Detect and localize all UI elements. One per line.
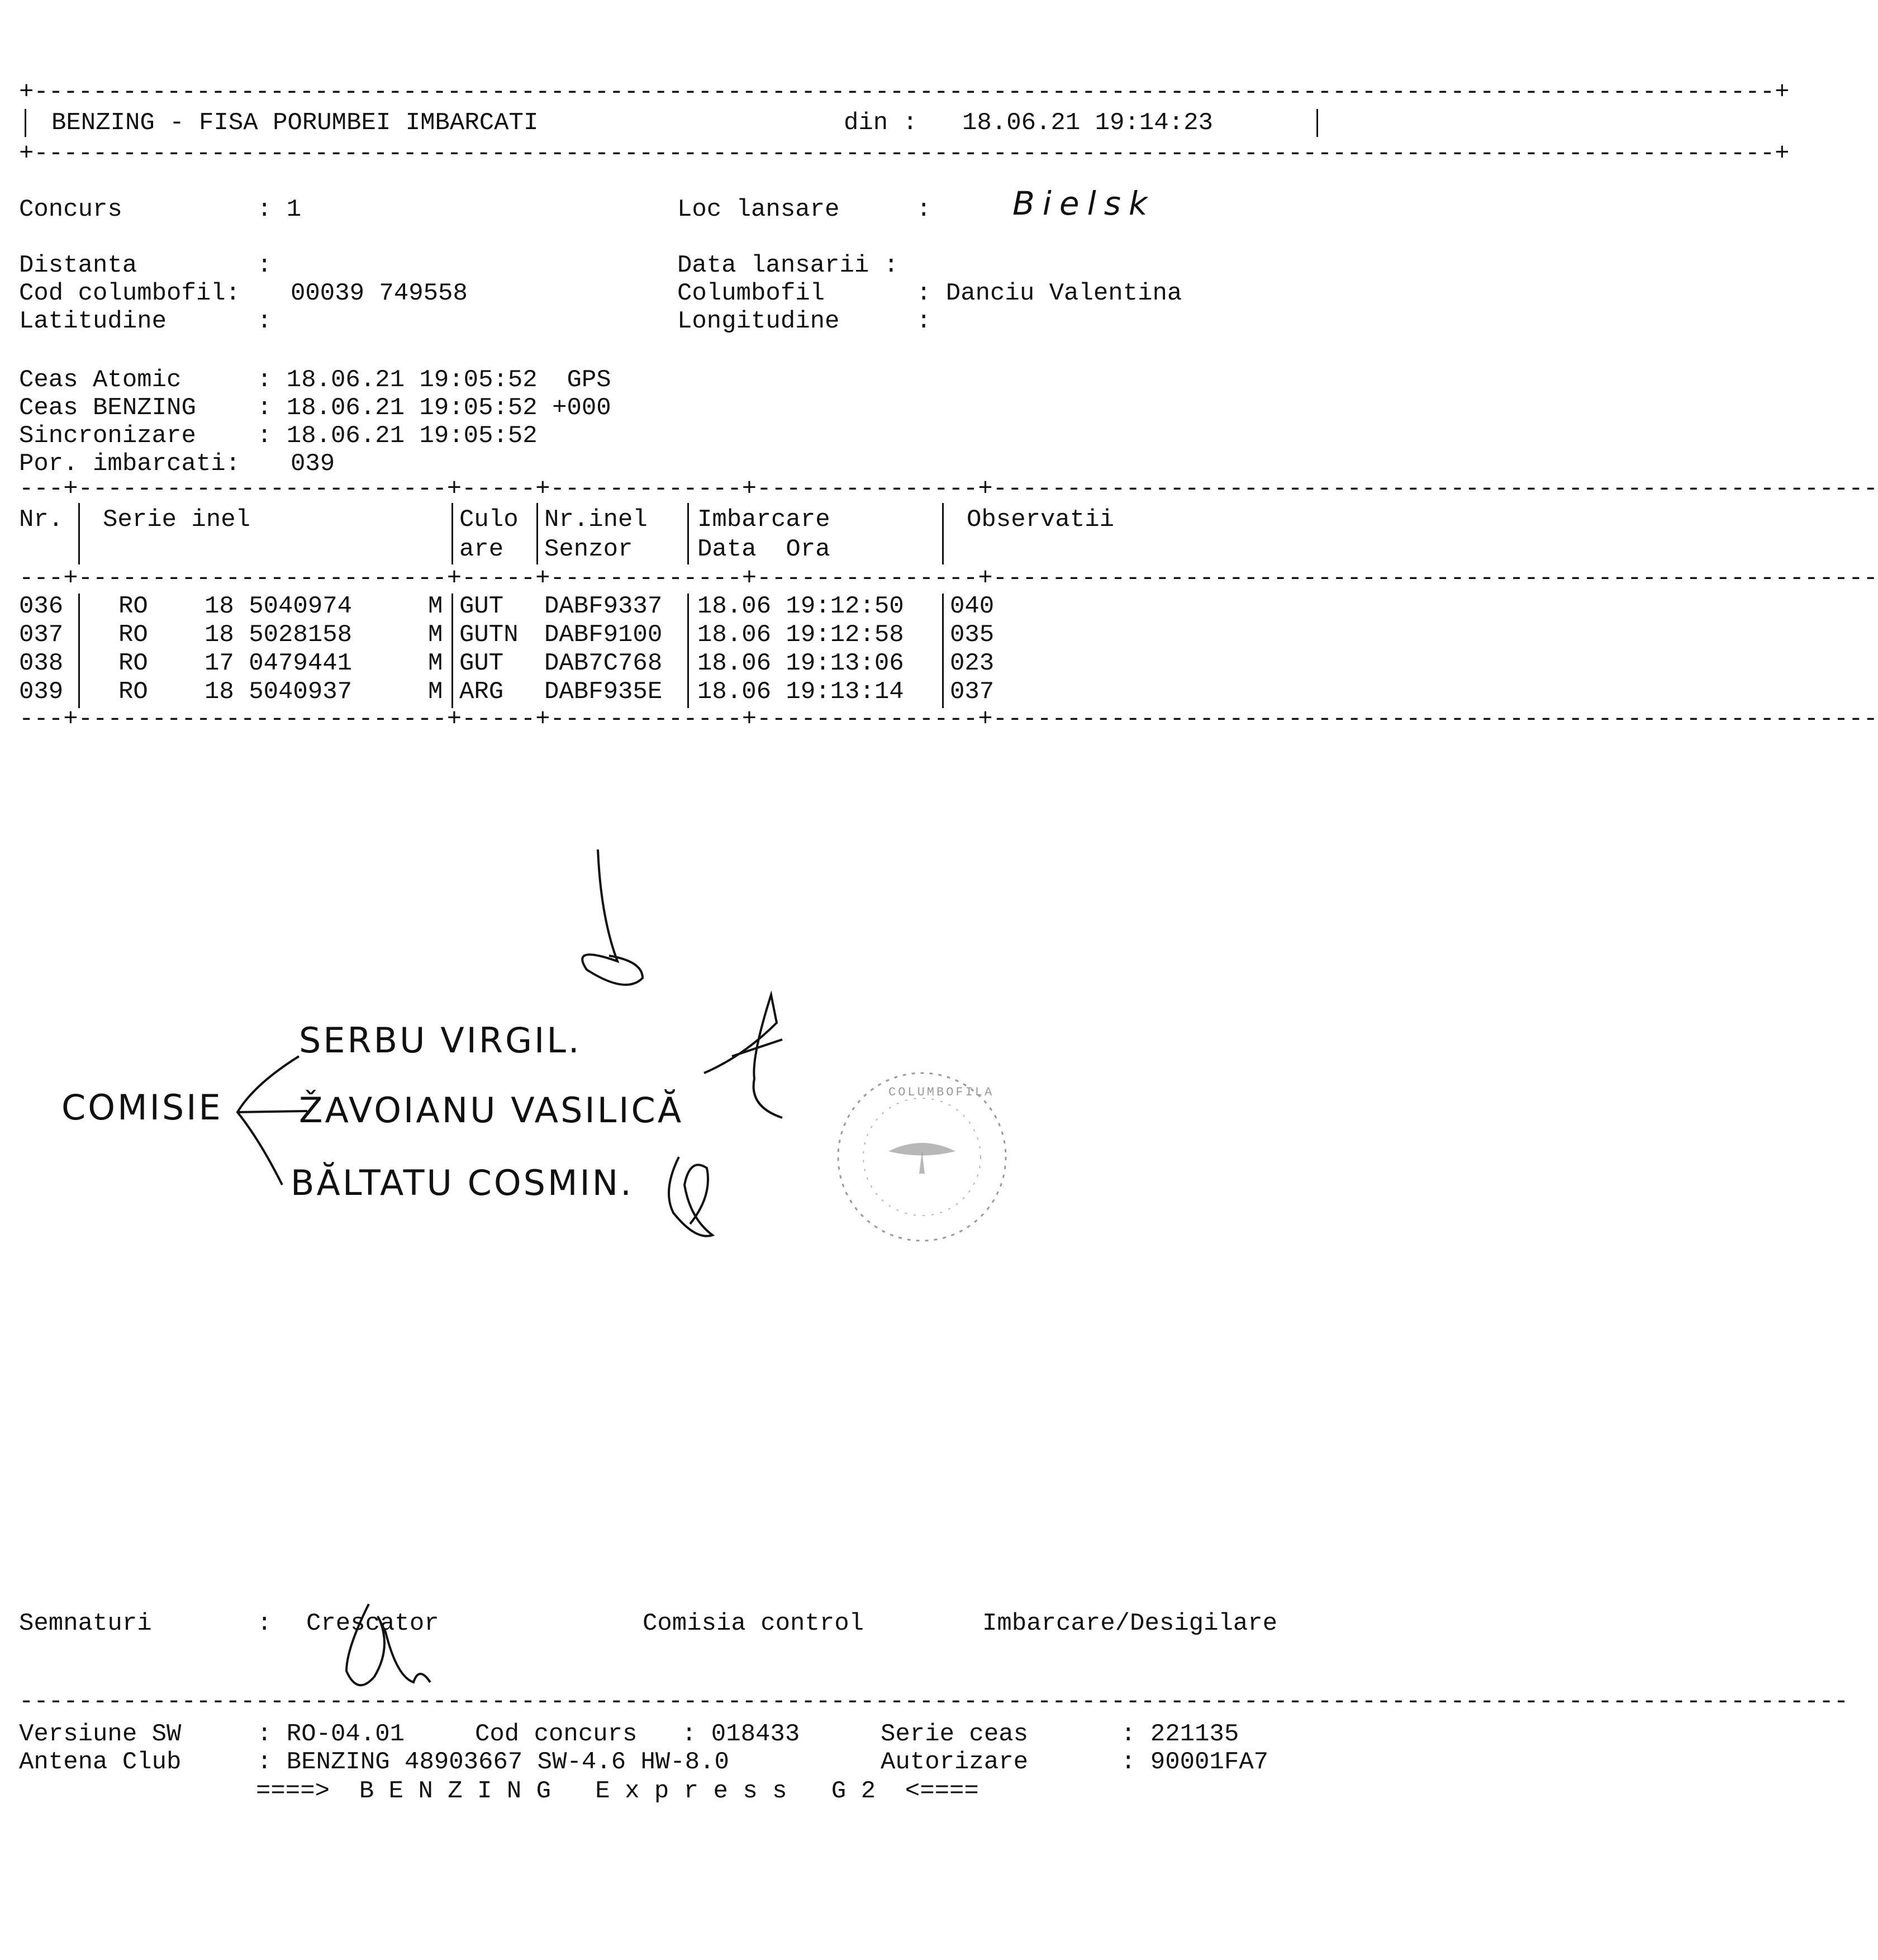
row-obs: 023 xyxy=(950,649,995,677)
data-lansarii-label: Data lansarii : xyxy=(677,251,899,279)
distanta-value: : xyxy=(257,251,272,279)
sincronizare-label: Sincronizare xyxy=(19,422,196,450)
ceas-benzing-value: : 18.06.21 19:05:52 +000 xyxy=(257,394,611,422)
row-data-ora: 18.06 19:13:06 xyxy=(697,649,904,677)
row-country: RO xyxy=(118,621,148,649)
row-nr: 037 xyxy=(19,621,64,649)
col-header-nr: Nr. xyxy=(19,506,64,534)
ceas-benzing-label: Ceas BENZING xyxy=(19,394,196,422)
row-senzor: DABF935E xyxy=(544,678,663,706)
table-col-divider-5 xyxy=(942,503,944,564)
columbofil-label: Columbofil xyxy=(677,279,825,307)
commission-bracket xyxy=(232,1051,310,1196)
loc-lansare-sep: : xyxy=(916,196,931,224)
row-nr: 039 xyxy=(19,678,64,706)
row-serie: 18 5040937 xyxy=(205,678,353,706)
semnaturi-label: Semnaturi xyxy=(19,1610,152,1638)
row-obs: 040 xyxy=(950,592,995,620)
semnaturi-sep: : xyxy=(257,1610,272,1638)
table-col-divider-4 xyxy=(687,503,689,564)
signature-baltatu xyxy=(657,1146,724,1246)
row-culoare: GUTN xyxy=(459,621,519,649)
sincronizare-value: : 18.06.21 19:05:52 xyxy=(257,422,538,450)
serie-ceas-label: Serie ceas xyxy=(881,1720,1029,1748)
commission-member-3: BĂLTATU COSMIN. xyxy=(291,1162,634,1203)
signature-zavoianu xyxy=(698,989,793,1123)
row-sex: M xyxy=(428,621,443,649)
autorizare-value: : 90001FA7 xyxy=(1121,1748,1269,1776)
autorizare-label: Autorizare xyxy=(881,1748,1029,1776)
row-sex: M xyxy=(428,592,443,620)
concurs-value: : 1 xyxy=(257,196,302,224)
versiune-value: : RO-04.01 xyxy=(257,1720,405,1748)
signature-serbu xyxy=(559,850,648,1017)
table-body-divider-2 xyxy=(451,594,453,708)
por-imbarcati-label: Por. imbarcati: xyxy=(19,450,241,478)
loc-lansare-label: Loc lansare xyxy=(677,196,840,224)
serie-ceas-value: : 221135 xyxy=(1121,1720,1239,1748)
benzing-banner: ====> B E N Z I N G E x p r e s s G 2 <==== xyxy=(256,1777,979,1805)
crescator-label: Crescator xyxy=(306,1610,439,1638)
distanta-label: Distanta xyxy=(19,251,137,279)
row-serie: 18 5028158 xyxy=(205,621,353,649)
loc-lansare-value: Bielsk xyxy=(1012,184,1156,222)
row-nr: 036 xyxy=(19,592,64,620)
antena-value: : BENZING 48903667 SW-4.6 HW-8.0 xyxy=(257,1748,729,1776)
table-col-divider-1 xyxy=(78,503,80,564)
row-sex: M xyxy=(428,678,443,706)
stamp-text: COLUMBOFILA xyxy=(888,1085,995,1099)
din-label: din : xyxy=(844,109,918,137)
row-data-ora: 18.06 19:12:50 xyxy=(697,592,904,620)
latitudine-label: Latitudine xyxy=(19,307,167,335)
report-title: BENZING - FISA PORUMBEI IMBARCATI xyxy=(51,109,539,137)
row-country: RO xyxy=(118,592,148,620)
columbofil-value: : Danciu Valentina xyxy=(916,279,1182,307)
row-nr: 038 xyxy=(19,649,64,677)
col-header-culoare-2: are xyxy=(459,535,504,563)
col-header-culoare-1: Culo xyxy=(459,506,519,534)
col-header-serie-inel: Serie inel xyxy=(103,506,251,534)
footer-divider: ---------------------------------------------------------------------------------------------------------------------------- xyxy=(19,1688,1849,1716)
row-sex: M xyxy=(428,649,443,677)
row-data-ora: 18.06 19:13:14 xyxy=(697,678,904,706)
commission-member-1: SERBU VIRGIL. xyxy=(299,1020,582,1061)
longitudine-label: Longitudine xyxy=(677,307,840,335)
col-header-imbarcare-2: Data Ora xyxy=(697,535,830,563)
comisia-control-label: Comisia control xyxy=(643,1610,864,1638)
comisie-handwritten: COMISIE xyxy=(61,1087,223,1128)
table-col-divider-3 xyxy=(536,503,538,564)
cod-concurs-label: Cod concurs xyxy=(475,1720,638,1748)
col-header-nr-inel-2: Senzor xyxy=(544,535,633,563)
table-bottom-border: ---+-------------------------+-----+-------------+---------------+------------------------------------------------------------ xyxy=(19,705,1878,733)
table-body-divider-5 xyxy=(942,594,944,708)
table-col-divider-2 xyxy=(451,503,453,564)
report-datetime: 18.06.21 19:14:23 xyxy=(962,109,1213,137)
por-imbarcati-value: 039 xyxy=(291,450,335,478)
header-right-bar xyxy=(1316,109,1318,137)
imbarcare-desigilare-label: Imbarcare/Desigilare xyxy=(982,1610,1278,1638)
ceas-atomic-value: : 18.06.21 19:05:52 GPS xyxy=(257,366,611,394)
longitudine-value: : xyxy=(916,307,931,335)
row-senzor: DABF9100 xyxy=(544,621,663,649)
row-culoare: GUT xyxy=(459,649,504,677)
row-senzor: DABF9337 xyxy=(544,592,663,620)
row-serie: 17 0479441 xyxy=(205,649,353,677)
cod-columbofil-label: Cod columbofil: xyxy=(19,279,241,307)
header-left-bar xyxy=(25,109,26,137)
row-country: RO xyxy=(118,649,148,677)
table-body-divider-4 xyxy=(687,594,689,708)
row-country: RO xyxy=(118,678,148,706)
row-obs: 037 xyxy=(950,678,995,706)
latitudine-value: : xyxy=(257,307,272,335)
cod-columbofil-value: 00039 749558 xyxy=(291,279,468,307)
row-obs: 035 xyxy=(950,621,995,649)
table-header-border: ---+-------------------------+-----+-------------+---------------+------------------------------------------------------------ xyxy=(19,564,1878,592)
table-top-border: ---+-------------------------+-----+-------------+---------------+------------------------------------------------------------ xyxy=(19,475,1878,503)
row-culoare: GUT xyxy=(459,592,504,620)
col-header-observatii: Observatii xyxy=(967,506,1115,534)
row-senzor: DAB7C768 xyxy=(544,649,663,677)
row-data-ora: 18.06 19:12:58 xyxy=(697,621,904,649)
versiune-label: Versiune SW xyxy=(19,1720,182,1748)
col-header-imbarcare-1: Imbarcare xyxy=(697,506,830,534)
ceas-atomic-label: Ceas Atomic xyxy=(19,366,182,394)
row-serie: 18 5040974 xyxy=(205,592,353,620)
row-culoare: ARG xyxy=(459,678,504,706)
concurs-label: Concurs xyxy=(19,196,122,224)
antena-label: Antena Club xyxy=(19,1748,182,1776)
header-top-border: +----------------------------------------------------------------------------------------------------------------------+ xyxy=(19,78,1790,106)
col-header-nr-inel-1: Nr.inel xyxy=(544,506,648,534)
header-bottom-border: +----------------------------------------------------------------------------------------------------------------------+ xyxy=(19,140,1790,168)
cod-concurs-value: : 018433 xyxy=(682,1720,800,1748)
table-body-divider-1 xyxy=(78,594,80,708)
commission-member-2: ŽAVOIANU VASILICĂ xyxy=(299,1090,684,1131)
